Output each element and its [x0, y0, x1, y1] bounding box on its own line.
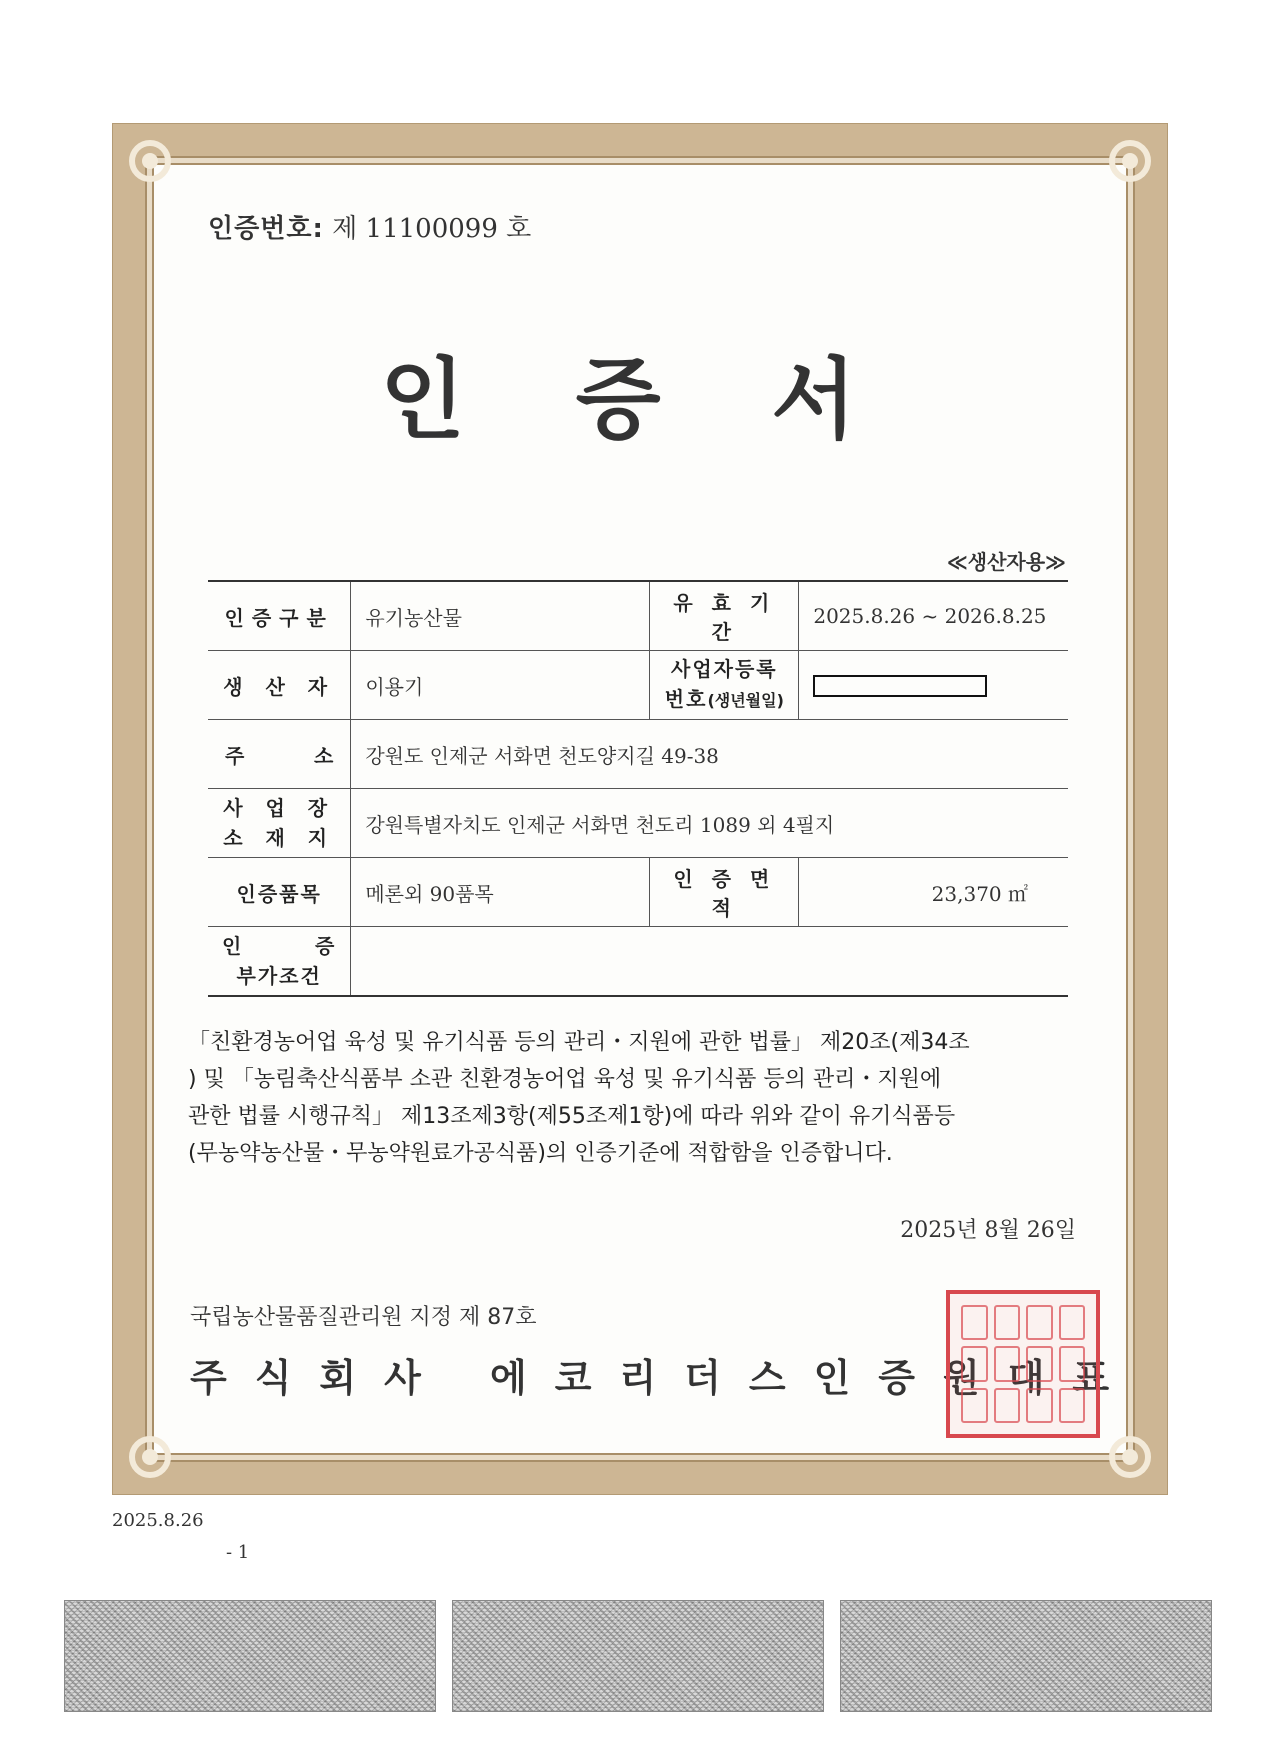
bizreg-label-number: 번호	[664, 687, 708, 711]
table-row	[208, 858, 1068, 927]
statement-line: 「친환경농어업 육성 및 유기식품 등의 관리・지원에 관한 법률」 제20조(제34조	[188, 1030, 970, 1055]
bizreg-label-line2	[664, 684, 784, 716]
issue-date: 2025년 8월 26일	[900, 1218, 1076, 1243]
bizreg-label-birthdate: (생년월일)	[707, 691, 784, 710]
bizreg-value	[799, 651, 1068, 720]
items-label: 인증품목	[208, 858, 351, 927]
condition-label-line1: 인 증	[222, 934, 337, 958]
bizreg-label-line1: 사업자등록	[671, 657, 778, 681]
site-label-line1: 사 업 장	[223, 796, 336, 820]
table-row	[208, 720, 1068, 789]
address-value: 강원도 인제군 서화면 천도양지길 49-38	[351, 720, 1068, 789]
corner-ornament-icon	[1104, 1431, 1156, 1483]
company-name: 주식회사 에코리더스인증원대표	[190, 1356, 1138, 1400]
category-label: 인증구분	[208, 581, 351, 651]
table-row	[208, 581, 1068, 651]
validity-label: 유 효 기 간	[650, 581, 799, 651]
certificate-number	[208, 208, 531, 245]
bizreg-label	[650, 651, 799, 720]
corner-ornament-icon	[1104, 135, 1156, 187]
address-label: 주 소	[208, 720, 351, 789]
official-seal-stamp	[946, 1290, 1100, 1438]
condition-value	[351, 927, 1068, 997]
items-value: 메론외 90품목	[351, 858, 650, 927]
security-pattern	[452, 1600, 824, 1712]
redacted-box	[813, 675, 987, 697]
producer-label: 생 산 자	[208, 651, 351, 720]
site-label	[208, 789, 351, 858]
security-pattern	[64, 1600, 436, 1712]
category-value: 유기농산물	[351, 581, 650, 651]
certificate-number-label: 인증번호:	[208, 214, 324, 244]
table-row	[208, 789, 1068, 858]
document-title: 인 증 서	[380, 348, 897, 451]
area-value: 23,370 ㎡	[799, 858, 1068, 927]
table-row	[208, 651, 1068, 720]
footer-page-number: - 1	[226, 1542, 250, 1563]
validity-value: 2025.8.26 ~ 2026.8.25	[799, 581, 1068, 651]
site-value: 강원특별자치도 인제군 서화면 천도리 1089 외 4필지	[351, 789, 1068, 858]
statement-line: (무농약농산물・무농약원료가공식품)의 인증기준에 적합함을 인증합니다.	[188, 1141, 893, 1166]
certificate-number-value: 제 11100099 호	[332, 214, 532, 244]
statement-line: ) 및 「농림축산식품부 소관 친환경농어업 육성 및 유기식품 등의 관리・지원에	[188, 1067, 942, 1092]
condition-label-line2: 부가조건	[236, 964, 322, 988]
certificate-info-table	[208, 580, 1068, 997]
security-pattern	[840, 1600, 1212, 1712]
statement-line: 관한 법률 시행규칙」 제13조제3항(제55조제1항)에 따라 위와 같이 유기식품등	[188, 1104, 956, 1129]
corner-ornament-icon	[124, 1431, 176, 1483]
producer-value: 이용기	[351, 651, 650, 720]
area-label: 인 증 면 적	[650, 858, 799, 927]
site-label-line2: 소 재 지	[223, 826, 336, 850]
usage-label: ≪생산자용≫	[946, 550, 1066, 574]
certification-statement	[188, 1024, 1088, 1172]
table-row	[208, 927, 1068, 997]
footer-date: 2025.8.26	[112, 1510, 204, 1531]
designation-text: 국립농산물품질관리원 지정 제 87호	[190, 1305, 537, 1330]
condition-label	[208, 927, 351, 997]
corner-ornament-icon	[124, 135, 176, 187]
